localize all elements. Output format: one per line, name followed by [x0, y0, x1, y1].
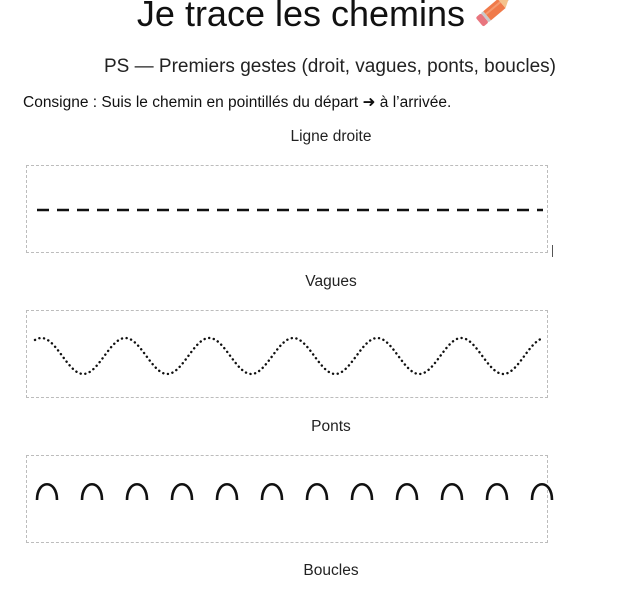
arch-stroke — [127, 484, 147, 500]
arch-stroke — [397, 484, 417, 500]
arch-stroke — [37, 484, 57, 500]
arch-stroke — [217, 484, 237, 500]
dashed-line-path — [27, 166, 549, 254]
arch-stroke — [352, 484, 372, 500]
dotted-wave-path — [27, 311, 549, 399]
arches-path-group — [27, 456, 549, 544]
arch-stroke — [82, 484, 102, 500]
instruction-text: Consigne : Suis le chemin en pointillés du départ ➜ à l’arrivée. — [23, 94, 452, 111]
page-title — [0, 0, 624, 36]
page-title-text: Je trace les chemins — [136, 0, 466, 34]
arch-stroke — [532, 484, 552, 500]
text-cursor — [552, 245, 553, 257]
arch-stroke — [262, 484, 282, 500]
section-label-arches: Ponts — [311, 418, 351, 435]
section-label-straight: Ligne droite — [290, 128, 372, 145]
trace-box-arches — [26, 455, 548, 543]
pencil-icon — [473, 0, 515, 40]
trace-box-waves — [26, 310, 548, 398]
subtitle: PS — Premiers gestes (droit, vagues, ponts, boucles) — [104, 56, 556, 77]
section-label-loops: Boucles — [303, 562, 359, 579]
arch-stroke — [172, 484, 192, 500]
section-label-waves: Vagues — [305, 273, 357, 290]
trace-box-straight — [26, 165, 548, 253]
arch-stroke — [442, 484, 462, 500]
arch-stroke — [487, 484, 507, 500]
arch-stroke — [307, 484, 327, 500]
